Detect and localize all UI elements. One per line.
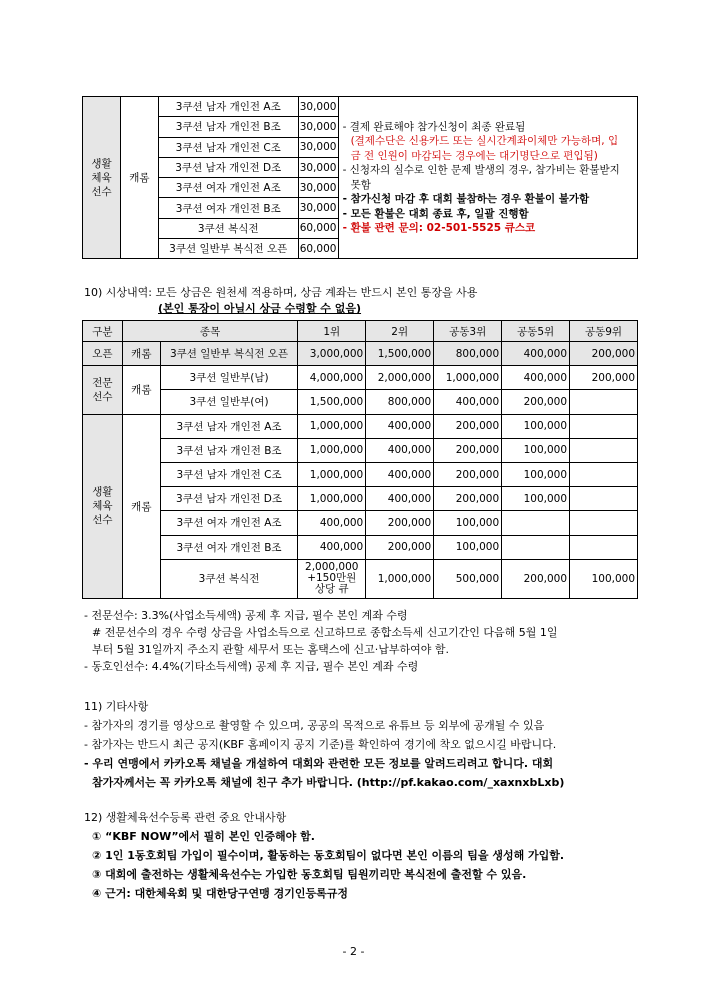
prize-cell: 1,000,000 (298, 414, 366, 438)
section12-line: ① “KBF NOW”에서 필히 본인 인증해야 함. (92, 830, 315, 843)
fee-note: (결제수단은 신용카드 또는 실시간계좌이체만 가능하며, 입 (350, 135, 619, 148)
prize-cell: 200,000 (570, 366, 638, 390)
section10-subtitle: (본인 통장이 아닐시 상금 수령할 수 없음) (158, 302, 362, 315)
fee-amount-cell: 60,000 (298, 239, 338, 259)
life-group: 생활 체육 선수 (83, 414, 123, 598)
prize-cell: 1,000,000 (298, 462, 366, 486)
fee-category-cell: 캐롬 (120, 97, 158, 259)
fee-group-cell: 생활 체육 선수 (83, 97, 121, 259)
prize-cell: 2,000,000 (366, 366, 434, 390)
section12-line: ④ 근거: 대한체육회 및 대한당구연맹 경기인등록규정 (92, 887, 349, 900)
fee-note: - 신청자의 실수로 인한 문제 발생의 경우, 참가비는 환불받지 (342, 164, 620, 177)
section12-line: ③ 대회에 출전하는 생활체육선수는 가입한 동호회팀 팀원끼리만 복식전에 출전할 수 있음. (92, 868, 527, 881)
header-5th: 공동5위 (502, 321, 570, 342)
section12-line: ② 1인 1동호회팀 가입이 필수이며, 활동하는 동호회팀이 없다면 본인 이름의 팀을 생성해 가입함. (92, 849, 565, 862)
fee-event-cell: 3쿠션 남자 개인전 D조 (158, 157, 298, 177)
prize-cell: 200,000 (434, 487, 502, 511)
header-3rd: 공동3위 (434, 321, 502, 342)
prize-cell: 4,000,000 (298, 366, 366, 390)
prize-cell: 1,500,000 (298, 390, 366, 414)
prize-line: 상당 큐 (314, 583, 349, 596)
prize-cell: 100,000 (570, 559, 638, 598)
prize-cell (570, 390, 638, 414)
fee-note: - 모든 환불은 대회 종료 후, 일괄 진행함 (342, 207, 529, 220)
prize-event-cell: 3쿠션 여자 개인전 B조 (160, 535, 298, 559)
prize-event-cell: 3쿠션 남자 개인전 A조 (160, 414, 298, 438)
page-number: - 2 - (342, 945, 365, 958)
prize-cell: 100,000 (434, 535, 502, 559)
prize-cell: 500,000 (434, 559, 502, 598)
fee-event-cell: 3쿠션 일반부 복식전 오픈 (158, 239, 298, 259)
header-event: 종목 (122, 321, 297, 342)
prize-cell: 200,000 (502, 390, 570, 414)
prize-cell-doubles-first (298, 559, 366, 598)
prize-cell: 200,000 (434, 438, 502, 462)
fee-event-cell: 3쿠션 남자 개인전 C조 (158, 137, 298, 157)
pro-group: 전문 선수 (83, 366, 123, 414)
prize-cell: 400,000 (298, 511, 366, 535)
prize-cell: 400,000 (434, 390, 502, 414)
fee-event-cell: 3쿠션 남자 개인전 B조 (158, 117, 298, 137)
prize-cell: 1,000,000 (298, 438, 366, 462)
fee-table (82, 96, 638, 259)
prize-cell (570, 511, 638, 535)
prize-event-cell: 3쿠션 남자 개인전 D조 (160, 487, 298, 511)
fee-amount-cell: 30,000 (298, 137, 338, 157)
fee-event-cell: 3쿠션 복식전 (158, 218, 298, 238)
fee-event-cell: 3쿠션 여자 개인전 B조 (158, 198, 298, 218)
prize-cell: 400,000 (366, 462, 434, 486)
header-group: 구분 (83, 321, 123, 342)
open-category: 캐롬 (122, 342, 160, 366)
prize-cell (570, 438, 638, 462)
prize-table (82, 320, 638, 599)
prize-event-cell: 3쿠션 여자 개인전 A조 (160, 511, 298, 535)
prize-event-cell: 3쿠션 남자 개인전 B조 (160, 438, 298, 462)
prize-cell: 100,000 (502, 438, 570, 462)
fee-event-cell: 3쿠션 여자 개인전 A조 (158, 178, 298, 198)
section11-line: - 참가자의 경기를 영상으로 촬영할 수 있으며, 공공의 목적으로 유튜브 등 외부에 공개될 수 있음 (84, 719, 545, 732)
fee-amount-cell: 30,000 (298, 198, 338, 218)
section11-line: 참가자께서는 꼭 카카오톡 채널에 친구 추가 바랍니다. (http://pf.kakao.com/_xaxnxbLxb) (92, 776, 565, 789)
section12-title: 12) 생활체육선수등록 관련 중요 안내사항 (84, 811, 287, 824)
fee-event-cell: 3쿠션 남자 개인전 A조 (158, 97, 298, 117)
prize-cell: 100,000 (434, 511, 502, 535)
prize-cell: 800,000 (366, 390, 434, 414)
prize-cell: 400,000 (298, 535, 366, 559)
fee-amount-cell: 30,000 (298, 97, 338, 117)
prize-cell: 400,000 (502, 366, 570, 390)
prize-cell: 400,000 (502, 342, 570, 366)
tax-note: - 전문선수: 3.3%(사업소득세액) 공제 후 지급, 필수 본인 계좌 수령 (84, 609, 408, 622)
section11-line: - 참가자는 반드시 최근 공지(KBF 홈페이지 공지 기준)를 확인하여 경기에 착오 없으시길 바랍니다. (84, 738, 557, 751)
section11-title: 11) 기타사항 (84, 700, 149, 713)
prize-cell: 100,000 (502, 487, 570, 511)
prize-cell: 1,500,000 (366, 342, 434, 366)
fee-notes-cell (338, 97, 637, 259)
prize-cell: 400,000 (366, 487, 434, 511)
prize-cell: 100,000 (502, 462, 570, 486)
prize-cell (570, 535, 638, 559)
tax-note: 부터 5월 31일까지 주소지 관할 세무서 또는 홈택스에 신고·납부하여야 함. (92, 643, 449, 656)
prize-cell: 200,000 (570, 342, 638, 366)
tax-note: # 전문선수의 경우 수령 상금을 사업소득으로 신고하므로 종합소득세 신고기간인 다음해 5월 1일 (92, 626, 558, 639)
prize-cell: 1,000,000 (434, 366, 502, 390)
header-1st: 1위 (298, 321, 366, 342)
fee-note: 못함 (350, 178, 371, 191)
prize-cell (502, 535, 570, 559)
prize-cell: 400,000 (366, 414, 434, 438)
prize-event-cell: 3쿠션 일반부(남) (160, 366, 298, 390)
fee-note: 금 전 인원이 마감되는 경우에는 대기명단으로 편입됨) (350, 149, 598, 162)
fee-amount-cell: 30,000 (298, 157, 338, 177)
prize-cell: 1,000,000 (298, 487, 366, 511)
section12 (84, 808, 644, 903)
header-2nd: 2위 (366, 321, 434, 342)
section11 (84, 697, 644, 792)
prize-line: +150만원 (307, 572, 357, 585)
prize-event-cell: 3쿠션 복식전 (160, 559, 298, 598)
pro-category: 캐롬 (122, 366, 160, 414)
open-group: 오픈 (83, 342, 123, 366)
fee-note: - 환불 관련 문의: 02-501-5525 큐스코 (342, 222, 536, 235)
tax-note: - 동호인선수: 4.4%(기타소득세액) 공제 후 지급, 필수 본인 계좌 수령 (84, 660, 419, 673)
life-category: 캐롬 (122, 414, 160, 598)
fee-note: - 참가신청 마감 후 대회 불참하는 경우 환불이 불가함 (342, 193, 590, 206)
prize-cell (570, 414, 638, 438)
fee-note: - 결제 완료해야 참가신청이 최종 완료됨 (342, 120, 526, 133)
prize-event-cell: 3쿠션 일반부(여) (160, 390, 298, 414)
prize-event-cell: 3쿠션 남자 개인전 C조 (160, 462, 298, 486)
section10-heading (84, 285, 644, 317)
section11-line: - 우리 연맹에서 카카오톡 채널을 개설하여 대회와 관련한 모든 정보를 알려드리려고 합니다. 대회 (84, 757, 554, 770)
prize-cell: 800,000 (434, 342, 502, 366)
tax-notes (84, 607, 644, 675)
fee-amount-cell: 30,000 (298, 117, 338, 137)
fee-amount-cell: 60,000 (298, 218, 338, 238)
header-9th: 공동9위 (570, 321, 638, 342)
prize-cell (570, 487, 638, 511)
prize-cell: 200,000 (434, 462, 502, 486)
prize-cell: 3,000,000 (298, 342, 366, 366)
prize-event-cell: 3쿠션 일반부 복식전 오픈 (160, 342, 298, 366)
prize-cell (570, 462, 638, 486)
prize-cell: 1,000,000 (366, 559, 434, 598)
prize-cell: 400,000 (366, 438, 434, 462)
prize-cell: 200,000 (502, 559, 570, 598)
fee-amount-cell: 30,000 (298, 178, 338, 198)
prize-cell: 200,000 (366, 535, 434, 559)
prize-cell: 100,000 (502, 414, 570, 438)
section10-title: 10) 시상내역: 모든 상금은 원천세 적용하며, 상금 계좌는 반드시 본인 통장을 사용 (84, 286, 478, 299)
prize-line: 2,000,000 (305, 561, 359, 574)
prize-cell: 200,000 (434, 414, 502, 438)
prize-cell (502, 511, 570, 535)
prize-cell: 200,000 (366, 511, 434, 535)
